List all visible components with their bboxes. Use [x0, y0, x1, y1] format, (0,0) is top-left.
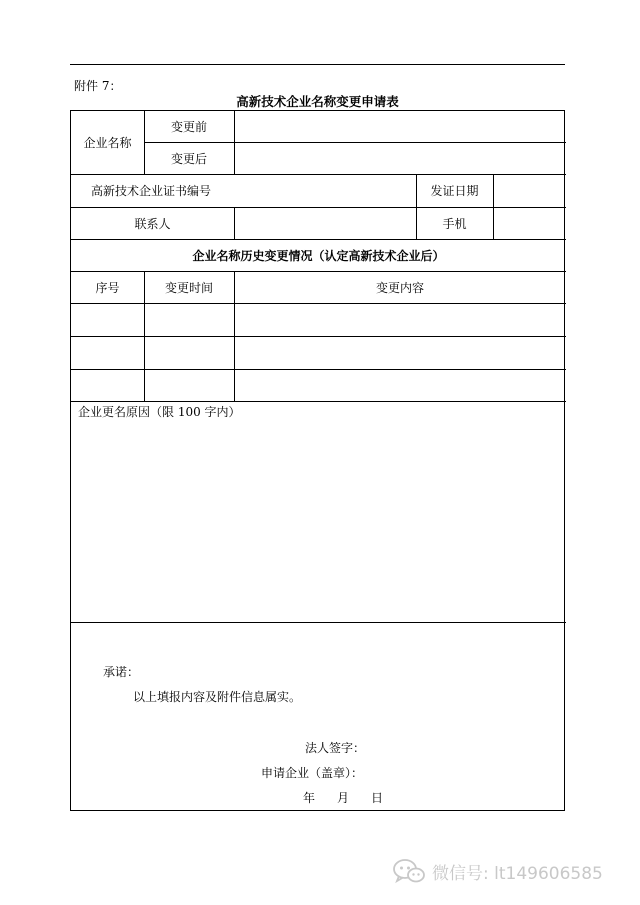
form-title: 高新技术企业名称变更申请表 — [236, 94, 399, 109]
table-cell[interactable] — [71, 336, 144, 369]
after-name-field[interactable] — [234, 142, 566, 174]
history-section-title: 企业名称历史变更情况（认定高新技术企业后） — [192, 248, 445, 263]
watermark — [392, 858, 603, 884]
wechat-icon — [392, 858, 426, 884]
column-header-content: 变更内容 — [375, 280, 424, 295]
issue-date-field[interactable] — [493, 174, 566, 207]
table-cell[interactable] — [234, 369, 566, 401]
table-cell[interactable] — [144, 369, 234, 401]
mobile-label: 手机 — [442, 216, 467, 231]
table-cell[interactable] — [144, 303, 234, 336]
contact-field[interactable] — [234, 207, 416, 239]
table-cell[interactable] — [234, 336, 566, 369]
pledge-title: 承诺： — [103, 665, 140, 679]
table-cell[interactable] — [71, 303, 144, 336]
certificate-number-label: 高新技术企业证书编号 — [91, 184, 212, 198]
after-change-label: 变更后 — [170, 151, 207, 166]
top-rule — [70, 64, 565, 65]
attachment-label: 附件 7： — [74, 79, 122, 93]
table-cell[interactable] — [234, 303, 566, 336]
date-day-label: 日 — [371, 791, 384, 805]
date-month-label: 月 — [337, 791, 350, 805]
table-cell[interactable] — [144, 336, 234, 369]
table-cell[interactable] — [71, 369, 144, 401]
column-header-time: 变更时间 — [164, 280, 213, 295]
company-seal-label: 申请企业（盖章）： — [261, 766, 364, 780]
column-header-number: 序号 — [95, 280, 120, 295]
row-divider — [71, 622, 566, 623]
issue-date-label: 发证日期 — [430, 184, 479, 198]
watermark-text: 微信号: lt149606585 — [432, 863, 603, 884]
application-form — [70, 110, 565, 811]
company-name-label: 企业名称 — [83, 136, 132, 150]
row-divider — [71, 401, 566, 402]
before-change-label: 变更前 — [170, 120, 207, 134]
pledge-text: 以上填报内容及附件信息属实。 — [133, 690, 302, 704]
mobile-field[interactable] — [493, 207, 566, 239]
date-line — [303, 789, 405, 806]
rename-reason-label: 企业更名原因（限 100 字内） — [78, 405, 241, 419]
date-year-label: 年 — [303, 791, 316, 805]
contact-label: 联系人 — [134, 216, 171, 231]
before-name-field[interactable] — [234, 111, 566, 142]
legal-signature-label: 法人签字： — [305, 741, 366, 755]
